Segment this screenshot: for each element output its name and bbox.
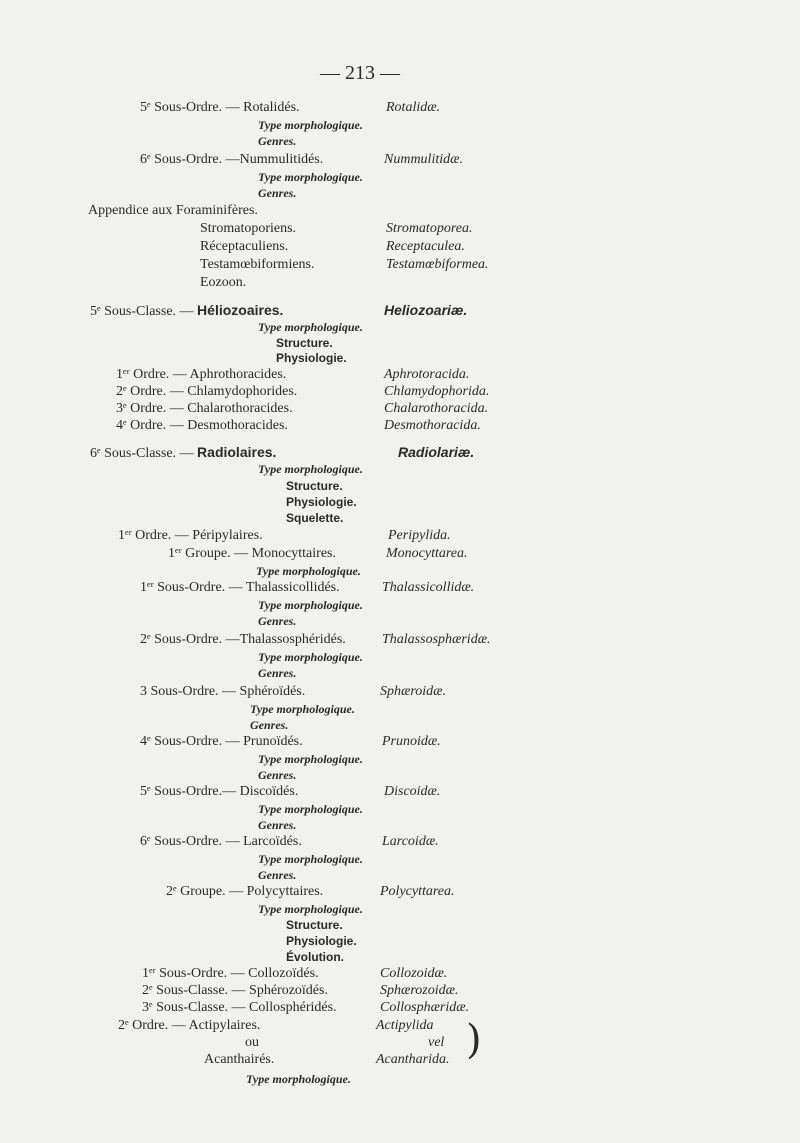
entry-latin: Actipylida [376,1018,434,1033]
entry-text: Acanthairés. [204,1052,275,1067]
entry-subheading: Type morphologique. [258,320,363,334]
entry-text: 1ᵉʳ Ordre. — Péripylaires. [118,528,263,543]
entry-latin: Collozoidæ. [380,966,448,981]
entry-subheading: Type morphologique. [258,650,363,664]
entry-subheading: Genres. [258,818,297,832]
entry-subheading: Genres. [258,868,297,882]
entry-text: 2ᵉ Ordre. — Chlamydophorides. [116,384,298,399]
entry-latin: Discoidæ. [384,784,441,799]
entry-latin: Heliozoariæ. [384,302,468,318]
entry-latin: Thalassicollidæ. [382,580,475,595]
entry-text: 1ᵉʳ Sous-Ordre. — Thalassicollidés. [140,580,340,595]
entry-subheading: Type morphologique. [258,752,363,766]
entry-latin: Acantharida. [376,1052,450,1067]
entry-text: 3ᵉ Ordre. — Chalarothoracides. [116,401,293,416]
entry-subheading: Physiologie. [276,351,347,365]
brace-glyph: ) [466,1017,482,1063]
entry-text: Testamœbiformiens. [200,257,315,272]
entry-text: ou [245,1035,259,1050]
entry-subheading: Évolution. [286,950,344,964]
entry-subheading: Type morphologique. [258,462,363,476]
entry-text: Stromatoporiens. [200,221,297,236]
entry-latin: Larcoidæ. [382,834,439,849]
entry-latin: Testamœbiformea. [386,257,489,272]
subclass-name: Héliozoaires. [197,302,284,318]
entry-subheading: Physiologie. [286,495,357,509]
section-heading: Appendice aux Foraminifères. [88,203,258,218]
entry-text: 6ᵉ Sous-Ordre. —Nummulitidés. [140,152,324,167]
entry-latin: Rotalidæ. [386,100,441,115]
entry-text: 1ᵉʳ Groupe. — Monocyttaires. [168,546,336,561]
entry-subheading: Genres. [258,768,297,782]
entry-text: 1ᵉʳ Ordre. — Aphrothoracides. [116,367,287,382]
entry-subheading: Genres. [258,134,297,148]
entry-subheading: Physiologie. [286,934,357,948]
entry-subheading: Type morphologique. [258,802,363,816]
entry-latin: Collosphæridæ. [380,1000,470,1015]
entry-text: 2ᵉ Sous-Ordre. —Thalassosphéridés. [140,632,346,647]
entry-subheading: Genres. [258,666,297,680]
entry-subheading: Type morphologique. [258,598,363,612]
subclass-prefix: 5ᵉ Sous-Classe. — [90,304,198,319]
entry-text: Réceptaculiens. [200,239,289,254]
entry-text: 3ᵉ Sous-Classe. — Collosphéridés. [142,1000,337,1015]
entry-latin: Receptaculea. [386,239,465,254]
entry-latin: Stromatoporea. [386,221,473,236]
entry-latin: Desmothoracida. [384,418,481,433]
entry-text: 1ᵉʳ Sous-Ordre. — Collozoïdés. [142,966,319,981]
entry-latin: Radiolariæ. [398,444,475,460]
entry-text: 4ᵉ Ordre. — Desmothoracides. [116,418,288,433]
subclass-heading [90,302,283,320]
entry-latin: Prunoidæ. [382,734,441,749]
entry-latin: Nummulitidæ. [384,152,463,167]
entry-latin: Sphæroidæ. [380,684,446,699]
entry-subheading: Squelette. [286,511,344,525]
entry-latin: Polycyttarea. [380,884,455,899]
entry-text: 5ᵉ Sous-Ordre. — Rotalidés. [140,100,300,115]
entry-latin: Monocyttarea. [386,546,468,561]
entry-text: 2ᵉ Ordre. — Actipylaires. [118,1018,261,1033]
subclass-prefix: 6ᵉ Sous-Classe. — [90,446,198,461]
entry-subheading: Type morphologique. [256,564,361,578]
entry-latin: Thalassosphæridæ. [382,632,491,647]
entry-subheading: Type morphologique. [258,902,363,916]
entry-subheading: Genres. [258,614,297,628]
entry-text: 5ᵉ Sous-Ordre.— Discoïdés. [140,784,299,799]
entry-subheading: Type morphologique. [258,118,363,132]
entry-subheading: Type morphologique. [250,702,355,716]
entry-latin: Aphrotoracida. [384,367,470,382]
subclass-name: Radiolaires. [197,444,277,460]
entry-subheading: Structure. [286,479,343,493]
entry-subheading: Structure. [286,918,343,932]
entry-latin: Peripylida. [388,528,451,543]
entry-subheading: Genres. [250,718,289,732]
entry-subheading: Type morphologique. [258,852,363,866]
subclass-heading [90,444,276,462]
entry-subheading: Structure. [276,336,333,350]
entry-latin: Chlamydophorida. [384,384,490,399]
entry-subheading: Type morphologique. [258,170,363,184]
entry-subheading: Type morphologique. [246,1072,351,1086]
entry-subheading: Genres. [258,186,297,200]
entry-text: 2ᵉ Sous-Classe. — Sphérozoïdés. [142,983,328,998]
entry-latin: vel [428,1035,445,1050]
entry-latin: Sphærozoidæ. [380,983,459,998]
entry-text: 3 Sous-Ordre. — Sphéroïdés. [140,684,306,699]
entry-text: 6ᵉ Sous-Ordre. — Larcoïdés. [140,834,302,849]
page-number: — 213 — [320,62,400,84]
entry-text: Eozoon. [200,275,247,290]
entry-text: 4ᵉ Sous-Ordre. — Prunoïdés. [140,734,303,749]
entry-latin: Chalarothoracida. [384,401,489,416]
entry-text: 2ᵉ Groupe. — Polycyttaires. [166,884,324,899]
